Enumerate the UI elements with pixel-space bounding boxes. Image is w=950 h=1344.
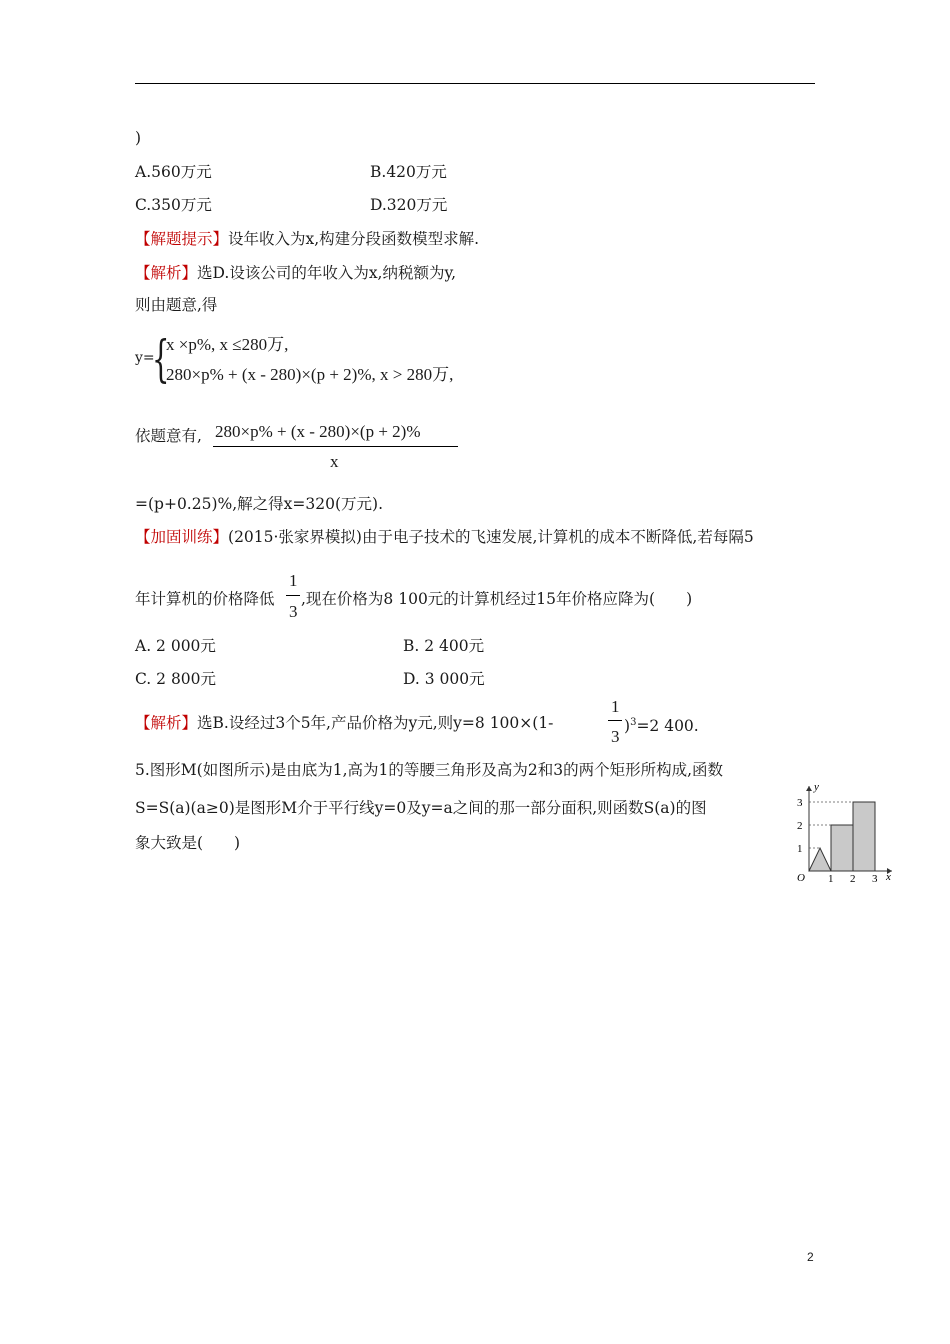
drill-analysis-c: =2 400. <box>636 717 699 736</box>
continued-paren: ) <box>135 129 142 147</box>
hint-line <box>135 229 479 249</box>
result-line: =(p+0.25)%,解之得x=320(万元). <box>135 495 383 513</box>
figure-x-tick-1: 1 <box>828 873 834 885</box>
option-a: A.560万元 <box>135 163 212 181</box>
figure-y-tick-2: 2 <box>797 820 803 832</box>
drill-option-d: D. 3 000元 <box>403 670 485 688</box>
page-number: 2 <box>807 1250 814 1264</box>
equation-denominator: x <box>330 452 339 471</box>
hint-text: 设年收入为x,构建分段函数模型求解. <box>228 230 480 248</box>
equation-prefix: 依题意有, <box>135 427 202 445</box>
analysis-label: 【解析】 <box>135 264 198 282</box>
drill-frac-num: 1 <box>289 571 298 590</box>
option-b: B.420万元 <box>370 163 447 181</box>
piecewise-case-2: 280×p% + (x - 280)×(p + 2)%, x > 280万, <box>166 365 454 384</box>
figure-x-tick-3: 3 <box>872 873 878 885</box>
option-c: C.350万元 <box>135 196 212 214</box>
q5-line-2: S=S(a)(a≥0)是图形M介于平行线y=0及y=a之间的那一部分面积,则函数S(a)的图 <box>135 799 707 817</box>
q5-line-1: 5.图形M(如图所示)是由底为1,高为1的等腰三角形及高为2和3的两个矩形所构成,函数 <box>135 761 724 779</box>
drill-text-1: (2015·张家界模拟)由于电子技术的飞速发展,计算机的成本不断降低,若每隔5 <box>228 528 754 546</box>
option-d: D.320万元 <box>370 196 448 214</box>
figure-y-label: y <box>814 781 819 793</box>
drill-analysis-label: 【解析】 <box>135 714 198 732</box>
drill-text-2a: 年计算机的价格降低 <box>135 590 275 608</box>
drill-analysis-bar <box>608 720 622 721</box>
drill-analysis-num: 1 <box>611 697 620 716</box>
drill-analysis <box>135 713 553 733</box>
figure-rect-3 <box>853 802 875 871</box>
drill-frac-bar <box>286 595 300 596</box>
drill-analysis-b: ) <box>624 717 631 736</box>
drill-option-a: A. 2 000元 <box>135 637 216 655</box>
figure-rect-2 <box>831 825 853 871</box>
hint-label: 【解题提示】 <box>135 230 229 248</box>
analysis-line-2: 则由题意,得 <box>135 296 218 314</box>
equation-numerator: 280×p% + (x - 280)×(p + 2)% <box>215 422 421 441</box>
drill-label: 【加固训练】 <box>135 528 229 546</box>
figure-x-tick-2: 2 <box>850 873 856 885</box>
drill-option-c: C. 2 800元 <box>135 670 217 688</box>
piecewise-y-label: y= <box>135 350 155 366</box>
header-rule <box>135 83 815 84</box>
drill-frac-den: 3 <box>289 602 298 621</box>
drill-analysis-close <box>624 713 699 736</box>
drill-option-b: B. 2 400元 <box>403 637 485 655</box>
figure-triangle <box>809 848 831 871</box>
figure-x-label: x <box>886 871 891 883</box>
analysis-text: 选D.设该公司的年收入为x,纳税额为y, <box>197 264 457 282</box>
figure-origin: O <box>797 872 805 884</box>
q5-line-3: 象大致是( ) <box>135 834 241 852</box>
figure-y-tick-1: 1 <box>797 843 803 855</box>
piecewise-brace: { <box>152 330 170 388</box>
figure-m <box>788 778 898 888</box>
drill-analysis-den: 3 <box>611 727 620 746</box>
drill-text-2b: ,现在价格为8 100元的计算机经过15年价格应降为( ) <box>301 590 693 608</box>
drill-analysis-sup: 3 <box>630 717 637 728</box>
drill-line-1 <box>135 527 754 547</box>
figure-y-arrow <box>806 786 812 791</box>
analysis-line <box>135 263 456 283</box>
drill-analysis-a: 选B.设经过3个5年,产品价格为y元,则y=8 100×(1- <box>197 714 554 732</box>
equation-fraction-bar <box>213 446 458 447</box>
piecewise-case-1: x ×p%, x ≤280万, <box>166 335 289 354</box>
figure-y-tick-3: 3 <box>797 797 803 809</box>
